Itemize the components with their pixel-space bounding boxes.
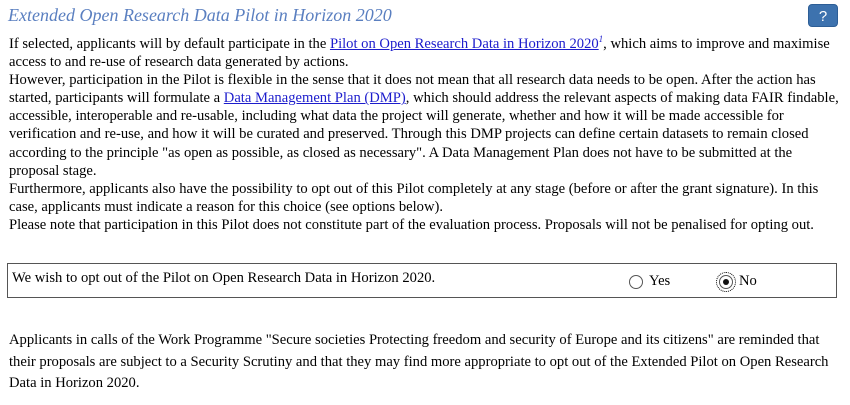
help-button[interactable]: ? (808, 4, 838, 27)
section-header (6, 2, 844, 28)
optout-question-label: We wish to opt out of the Pilot on Open Research Data in Horizon 2020. (12, 270, 436, 286)
optout-yes-label[interactable]: Yes (649, 273, 671, 289)
intro-paragraph-2 (9, 71, 839, 180)
security-notice (9, 330, 839, 395)
intro-paragraph-4: Please note that participation in this Pilot does not constitute part of the evaluation process. Proposals will not be penalised for opting out. (9, 216, 814, 233)
intro-p1-text: If selected, applicants will by default participate in the (9, 36, 330, 52)
intro-p1-text-end: , which aims to improve and maximise access to and re-use of research data generated by actions. (9, 36, 830, 71)
open-research-data-pilot-link[interactable]: Pilot on Open Research Data in Horizon 2020 (329, 36, 599, 52)
intro-paragraph-3: Furthermore, applicants also have the possibility to opt out of this Pilot completely at any stage (before or after the grant signature). In this case, applicants must indicate a reason for this choice (see options below). (9, 180, 819, 215)
data-management-plan-link[interactable]: Data Management Plan (DMP) (223, 90, 406, 107)
intro-p2-text-end: , which should address the relevant aspects of making data FAIR findable, accessible, interoperable and re-usable, including what data the project will generate, whether and how it will be made accessible for verification and re-use, and how it will be curated and preserved. Through this DMP projects can define certain datasets to remain closed according to the principle "as open as possible, as closed as necessary". A Data Management Plan does not have to be submitted at the proposal stage. (9, 90, 839, 179)
optout-no-option[interactable] (719, 273, 757, 290)
intro-paragraph-1 (9, 35, 839, 71)
optout-question-box (7, 263, 837, 298)
optout-no-radio[interactable] (719, 275, 733, 289)
optout-yes-radio[interactable] (629, 275, 643, 289)
optout-yes-option[interactable] (629, 273, 670, 290)
security-notice-text: Applicants in calls of the Work Programme "Secure societies Protecting freedom and security of Europe and its citizens" are reminded that their proposals are subject to a Security Scrutiny and that they may find more appropriate to opt out of the Extended Pilot on Open Research Data in Horizon 2020. (9, 332, 829, 391)
intro-p2-text: However, participation in the Pilot is flexible in the sense that it does not mean that all research data needs to be open. After the action has started, participants will formulate a (9, 72, 816, 107)
footnote-marker[interactable]: 1 (598, 34, 604, 45)
intro-text (9, 35, 839, 234)
section-title: Extended Open Research Data Pilot in Horizon 2020 (8, 5, 392, 25)
optout-no-label[interactable]: No (739, 273, 757, 289)
